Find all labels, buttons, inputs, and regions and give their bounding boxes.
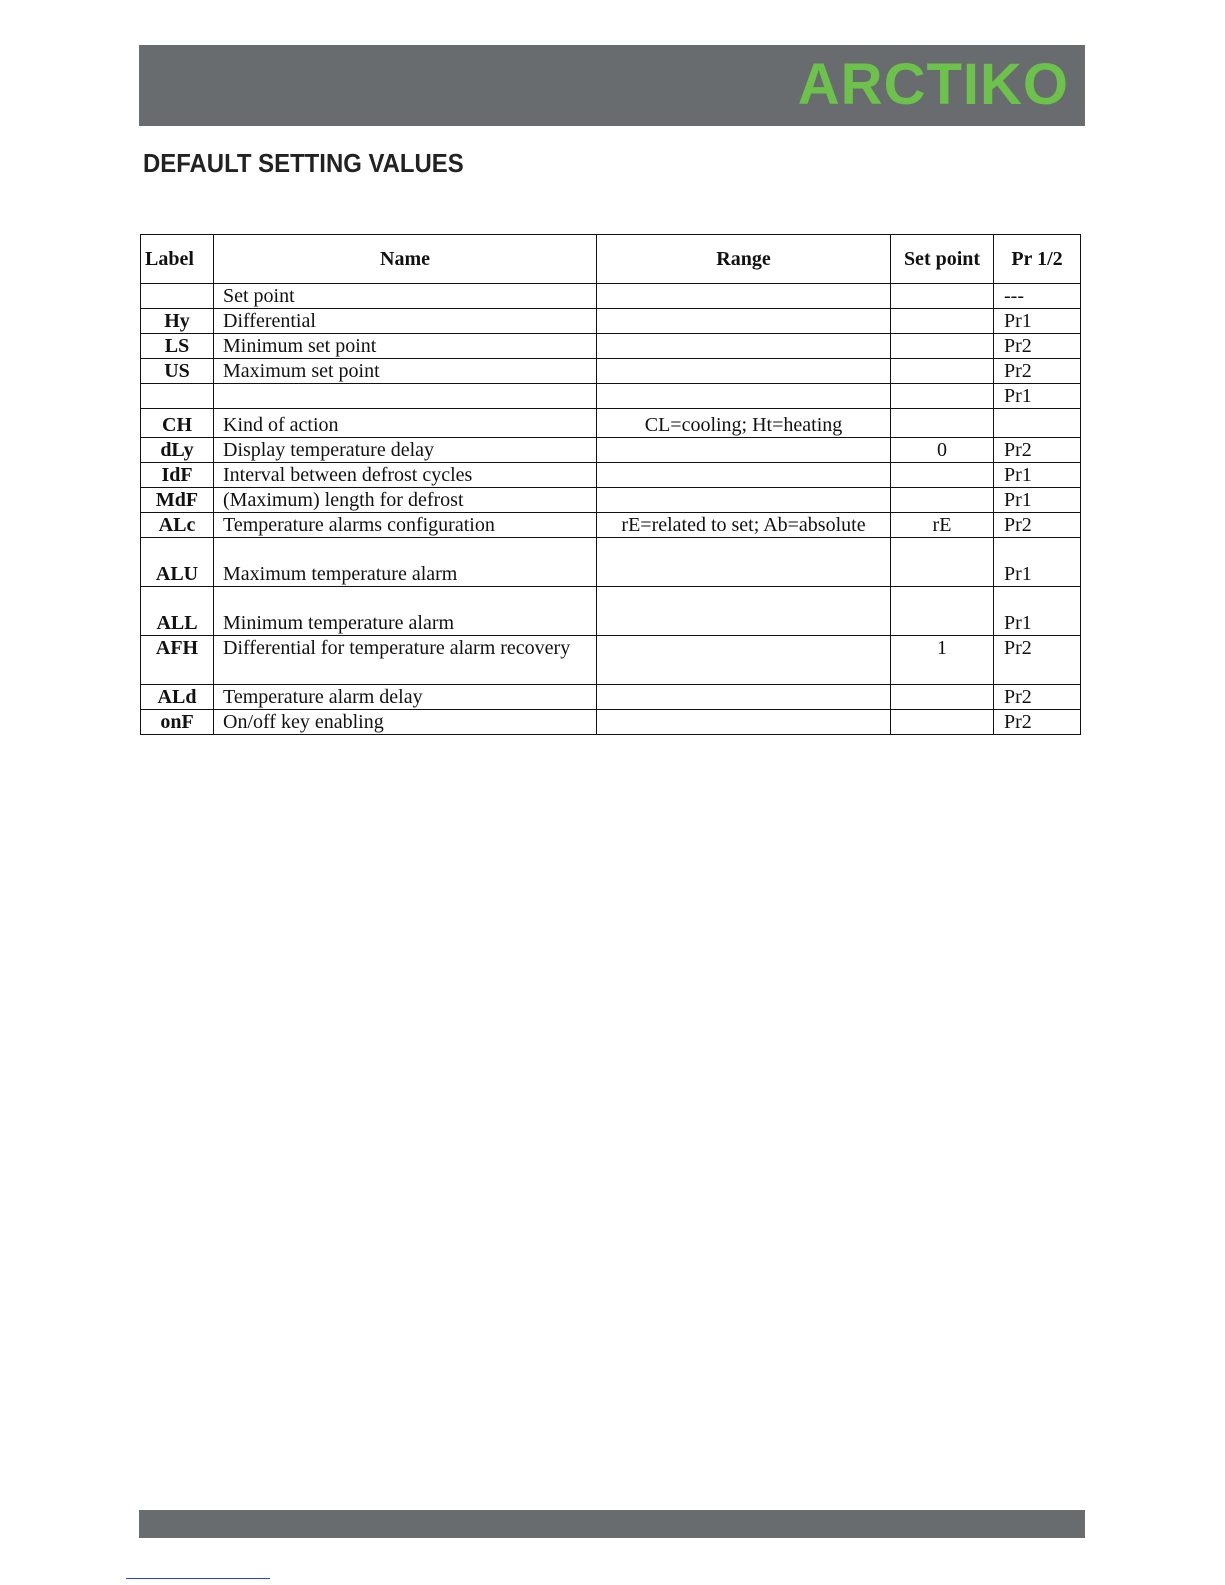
- row-name: Set point: [214, 284, 597, 309]
- column-header-set-point: Set point: [891, 235, 994, 284]
- row-pr: Pr1: [994, 587, 1081, 636]
- row-name: On/off key enabling: [214, 710, 597, 735]
- row-pr: Pr1: [994, 538, 1081, 587]
- row-label: IdF: [141, 463, 214, 488]
- table-row: [141, 309, 1081, 334]
- row-label: US: [141, 359, 214, 384]
- row-range: [597, 359, 891, 384]
- row-range: [597, 463, 891, 488]
- row-label: dLy: [141, 438, 214, 463]
- row-range: rE=related to set; Ab=absolute: [597, 513, 891, 538]
- row-name: [214, 384, 597, 409]
- row-label: ALc: [141, 513, 214, 538]
- row-range: [597, 685, 891, 710]
- row-pr: Pr2: [994, 359, 1081, 384]
- row-set-point: [891, 284, 994, 309]
- row-range: [597, 438, 891, 463]
- row-set-point: [891, 488, 994, 513]
- row-label: ALU: [141, 538, 214, 587]
- row-pr: Pr2: [994, 636, 1081, 685]
- row-pr: Pr1: [994, 463, 1081, 488]
- row-label: [141, 284, 214, 309]
- page-title: DEFAULT SETTING VALUES: [143, 148, 464, 178]
- row-set-point: [891, 309, 994, 334]
- table-row: [141, 384, 1081, 409]
- table-row: [141, 334, 1081, 359]
- row-name: Temperature alarm delay: [214, 685, 597, 710]
- row-name: (Maximum) length for defrost: [214, 488, 597, 513]
- row-pr: Pr1: [994, 384, 1081, 409]
- row-range: [597, 710, 891, 735]
- row-range: CL=cooling; Ht=heating: [597, 409, 891, 438]
- footer-bar: [139, 1510, 1085, 1538]
- column-header-label: Label: [141, 235, 214, 284]
- table-row: [141, 359, 1081, 384]
- row-set-point: [891, 384, 994, 409]
- row-range: [597, 488, 891, 513]
- row-label: [141, 384, 214, 409]
- row-label: Hy: [141, 309, 214, 334]
- row-range: [597, 538, 891, 587]
- row-pr: Pr2: [994, 513, 1081, 538]
- row-name: Temperature alarms configuration: [214, 513, 597, 538]
- header-bar: [139, 45, 1085, 126]
- table-row: [141, 538, 1081, 587]
- row-set-point: [891, 463, 994, 488]
- row-set-point: 1: [891, 636, 994, 685]
- row-set-point: rE: [891, 513, 994, 538]
- row-set-point: [891, 538, 994, 587]
- row-pr: Pr2: [994, 710, 1081, 735]
- row-pr: Pr1: [994, 488, 1081, 513]
- row-pr: ---: [994, 284, 1081, 309]
- table-row: [141, 513, 1081, 538]
- row-label: onF: [141, 710, 214, 735]
- table-row: [141, 587, 1081, 636]
- table-row: [141, 284, 1081, 309]
- arctiko-logo: ARCTIKO: [797, 52, 1069, 117]
- row-name: Differential: [214, 309, 597, 334]
- row-range: [597, 334, 891, 359]
- row-set-point: [891, 359, 994, 384]
- column-header-name: Name: [214, 235, 597, 284]
- row-label: CH: [141, 409, 214, 438]
- row-range: [597, 309, 891, 334]
- table-row: [141, 409, 1081, 438]
- row-set-point: [891, 587, 994, 636]
- row-label: LS: [141, 334, 214, 359]
- row-label: ALL: [141, 587, 214, 636]
- column-header-range: Range: [597, 235, 891, 284]
- row-range: [597, 587, 891, 636]
- row-name: Maximum temperature alarm: [214, 538, 597, 587]
- row-pr: [994, 409, 1081, 438]
- row-name: Kind of action: [214, 409, 597, 438]
- table-row: [141, 710, 1081, 735]
- row-set-point: [891, 409, 994, 438]
- row-name: Interval between defrost cycles: [214, 463, 597, 488]
- row-label: MdF: [141, 488, 214, 513]
- table-header-row: [141, 235, 1081, 284]
- table-row: [141, 463, 1081, 488]
- row-set-point: 0: [891, 438, 994, 463]
- row-pr: Pr2: [994, 438, 1081, 463]
- row-name: Maximum set point: [214, 359, 597, 384]
- row-range: [597, 384, 891, 409]
- table-row: [141, 488, 1081, 513]
- row-name: Minimum temperature alarm: [214, 587, 597, 636]
- row-range: [597, 636, 891, 685]
- row-set-point: [891, 710, 994, 735]
- row-set-point: [891, 334, 994, 359]
- row-name: Minimum set point: [214, 334, 597, 359]
- table-row: [141, 438, 1081, 463]
- default-settings-table: [140, 234, 1081, 735]
- row-pr: Pr2: [994, 334, 1081, 359]
- row-label: ALd: [141, 685, 214, 710]
- row-name: Display temperature delay: [214, 438, 597, 463]
- table-row: [141, 685, 1081, 710]
- table-row: [141, 636, 1081, 685]
- row-pr: Pr2: [994, 685, 1081, 710]
- row-set-point: [891, 685, 994, 710]
- row-name: Differential for temperature alarm recovery: [214, 636, 597, 685]
- column-header-pr: Pr 1/2: [994, 235, 1081, 284]
- footer-link-underline: [126, 1578, 270, 1579]
- row-pr: Pr1: [994, 309, 1081, 334]
- row-range: [597, 284, 891, 309]
- row-label: AFH: [141, 636, 214, 685]
